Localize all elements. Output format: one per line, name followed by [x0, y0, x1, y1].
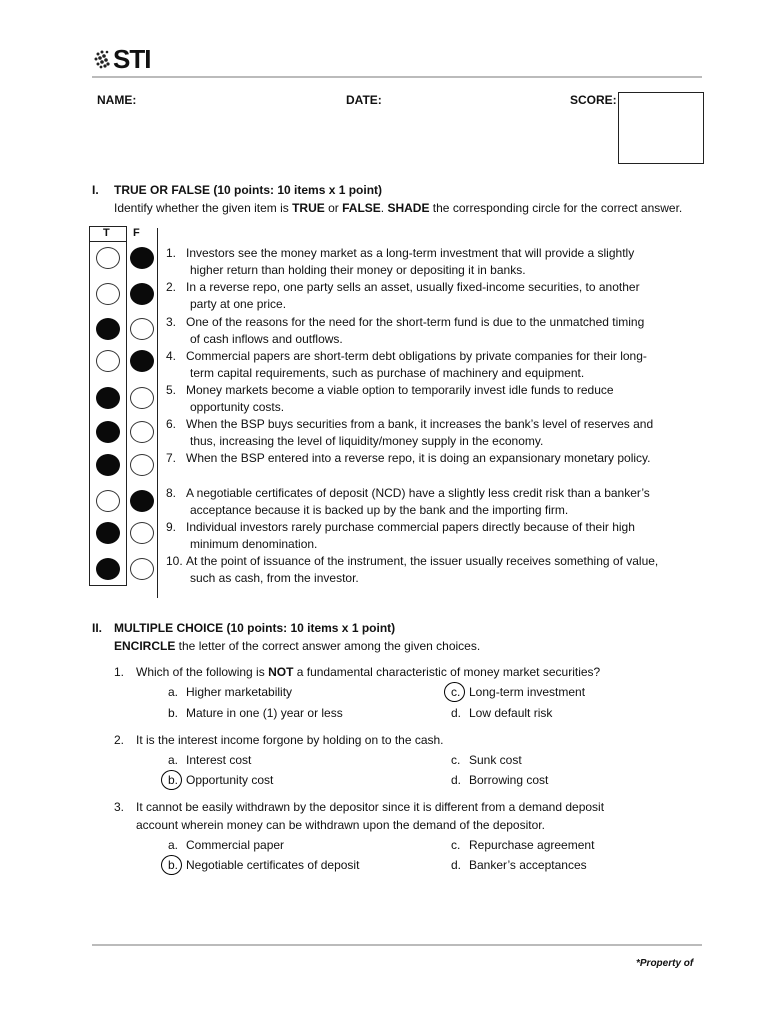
tf-item-text-cont: higher return than holding their money or depositing it in banks.: [190, 263, 526, 277]
name-label: NAME:: [97, 93, 137, 107]
tf-item-text: Investors see the money market as a long-term investment that will provide a slightly: [186, 246, 635, 260]
section1-number: I.: [92, 183, 99, 197]
tf-item-text-cont: term capital requirements, such as purchase of machinery and equipment.: [190, 366, 585, 380]
mc-option-letter: d.: [451, 706, 462, 720]
brand-logo-text: STI: [113, 44, 151, 74]
tf-item-5: [166, 382, 686, 416]
false-circle-6[interactable]: [130, 421, 154, 443]
mc-question-3: [114, 798, 674, 834]
mc-option-letter: c.: [451, 685, 461, 699]
mc-option-letter: b.: [168, 773, 179, 787]
true-circle-6[interactable]: [96, 421, 120, 443]
tf-item-text: Commercial papers are short-term debt obligations by private companies for their long-: [186, 349, 647, 363]
tf-item-4: [166, 348, 686, 382]
mc-option-1-b[interactable]: [168, 706, 343, 720]
mc-question-text: It cannot be easily withdrawn by the depositor since it is different from a demand deposit: [136, 800, 605, 814]
mc-option-3-a[interactable]: [168, 838, 284, 852]
mc-question-text-post: a fundamental characteristic of money market securities?: [293, 665, 601, 679]
mc-option-2-b[interactable]: [168, 773, 273, 787]
mc-option-text: Sunk cost: [469, 753, 522, 767]
false-circle-10[interactable]: [130, 558, 154, 580]
mc-option-1-c[interactable]: [451, 685, 585, 699]
tf-item-text-cont: minimum denomination.: [190, 537, 318, 551]
mc-option-text: Opportunity cost: [186, 773, 274, 787]
mc-question-text: It is the interest income forgone by holding on to the cash.: [136, 733, 444, 747]
mc-option-letter: b.: [168, 706, 179, 720]
mc-option-2-d[interactable]: [451, 773, 548, 787]
mc-question-1: [114, 663, 674, 681]
false-column-header: F: [133, 227, 140, 239]
tf-item-1: [166, 245, 686, 279]
mc-option-text: Repurchase agreement: [469, 838, 595, 852]
mc-option-text: Higher marketability: [186, 685, 293, 699]
mc-option-letter: a.: [168, 753, 179, 767]
tf-item-9: [166, 519, 686, 553]
true-circle-2[interactable]: [96, 283, 120, 305]
true-circle-3[interactable]: [96, 318, 120, 340]
mc-option-3-b[interactable]: [168, 858, 359, 872]
tf-item-number: 1.: [166, 246, 177, 260]
true-circle-4[interactable]: [96, 350, 120, 372]
mc-option-letter: d.: [451, 773, 462, 787]
tf-item-8: [166, 485, 686, 519]
true-circle-7[interactable]: [96, 454, 120, 476]
tf-item-text: When the BSP buys securities from a bank, it increases the bank’s level of reserves and: [186, 417, 654, 431]
mc-option-text: Low default risk: [469, 706, 553, 720]
answer-circle-mark: [444, 682, 465, 702]
mc-question-text-cont: account wherein money can be withdrawn upon the demand of the depositor.: [136, 818, 545, 832]
tf-item-text-cont: of cash inflows and outflows.: [190, 332, 343, 346]
tf-item-text-cont: thus, increasing the level of liquidity/money supply in the economy.: [190, 434, 544, 448]
mc-question-number: 3.: [114, 800, 125, 814]
mc-option-3-d[interactable]: [451, 858, 587, 872]
tf-item-text-cont: party at one price.: [190, 297, 287, 311]
mc-question-text: Which of the following is: [136, 665, 269, 679]
tf-item-number: 4.: [166, 349, 177, 363]
answer-circle-mark: [161, 855, 182, 875]
mc-option-text: Mature in one (1) year or less: [186, 706, 343, 720]
false-circle-2[interactable]: [130, 283, 154, 305]
tf-item-number: 8.: [166, 486, 177, 500]
tf-item-text: In a reverse repo, one party sells an asset, usually fixed-income securities, to another: [186, 280, 640, 294]
false-circle-1[interactable]: [130, 247, 154, 269]
mc-option-text: Interest cost: [186, 753, 252, 767]
mc-option-text: Long-term investment: [469, 685, 586, 699]
tf-item-number: 7.: [166, 451, 177, 465]
tf-item-text: One of the reasons for the need for the short-term fund is due to the unmatched timing: [186, 315, 645, 329]
tf-item-number: 10.: [166, 554, 183, 568]
mc-option-text: Negotiable certificates of deposit: [186, 858, 360, 872]
section2-number: II.: [92, 621, 103, 635]
tf-item-number: 5.: [166, 383, 177, 397]
tf-divider: [157, 228, 158, 598]
false-circle-7[interactable]: [130, 454, 154, 476]
tf-item-text: At the point of issuance of the instrument, the issuer usually receives something of value,: [186, 554, 659, 568]
score-box[interactable]: [618, 92, 704, 164]
header-divider: [92, 76, 702, 78]
tf-item-number: 2.: [166, 280, 177, 294]
mc-question-2: [114, 731, 674, 749]
mc-question-number: 1.: [114, 665, 125, 679]
score-label: SCORE:: [570, 93, 617, 107]
answer-circle-mark: [161, 770, 182, 790]
true-circle-9[interactable]: [96, 522, 120, 544]
tf-item-number: 9.: [166, 520, 177, 534]
mc-question-emphasis: NOT: [268, 665, 294, 679]
tf-item-10: [166, 553, 686, 587]
tf-item-text: When the BSP entered into a reverse repo, it is doing an expansionary monetary policy.: [186, 451, 651, 465]
footer-property-text: *Property of: [636, 958, 694, 969]
true-column-header: T: [103, 227, 110, 239]
tf-item-text: Individual investors rarely purchase commercial papers directly because of their high: [186, 520, 635, 534]
mc-option-2-c[interactable]: [451, 753, 522, 767]
footer-divider: [92, 944, 702, 946]
false-circle-4[interactable]: [130, 350, 154, 372]
tf-item-text-cont: such as cash, from the investor.: [190, 571, 359, 585]
section2-instruction: ENCIRCLE the letter of the correct answer among the given choices.: [114, 639, 481, 653]
tf-item-text-cont: acceptance because it is backed up by the bank and the importing firm.: [190, 503, 569, 517]
tf-item-2: [166, 279, 686, 313]
tf-item-text-cont: opportunity costs.: [190, 400, 285, 414]
tf-item-3: [166, 314, 686, 348]
mc-option-2-a[interactable]: [168, 753, 251, 767]
mc-option-3-c[interactable]: [451, 838, 594, 852]
tf-item-number: 3.: [166, 315, 177, 329]
tf-item-text: Money markets become a viable option to temporarily invest idle funds to reduce: [186, 383, 614, 397]
mc-option-letter: a.: [168, 685, 179, 699]
false-circle-9[interactable]: [130, 522, 154, 544]
mc-option-text: Borrowing cost: [469, 773, 549, 787]
true-circle-10[interactable]: [96, 558, 120, 580]
true-circle-5[interactable]: [96, 387, 120, 409]
mc-option-letter: c.: [451, 838, 461, 852]
false-circle-5[interactable]: [130, 387, 154, 409]
false-circle-3[interactable]: [130, 318, 154, 340]
section1-instruction: Identify whether the given item is TRUE or FALSE. SHADE the corresponding circle for the correct answer.: [114, 201, 683, 215]
date-label: DATE:: [346, 93, 382, 107]
mc-option-letter: a.: [168, 838, 179, 852]
mc-option-letter: d.: [451, 858, 462, 872]
mc-question-number: 2.: [114, 733, 125, 747]
mc-option-text: Banker’s acceptances: [469, 858, 587, 872]
tf-item-text: A negotiable certificates of deposit (NCD) have a slightly less credit risk than a banker’s: [186, 486, 650, 500]
true-circle-8[interactable]: [96, 490, 120, 512]
section2-title: MULTIPLE CHOICE (10 points: 10 items x 1 point): [114, 621, 396, 635]
tf-item-6: [166, 416, 686, 450]
section1-title: TRUE OR FALSE (10 points: 10 items x 1 point): [114, 183, 383, 197]
mc-option-1-d[interactable]: [451, 706, 552, 720]
mc-option-letter: c.: [451, 753, 461, 767]
tf-item-number: 6.: [166, 417, 177, 431]
mc-option-1-a[interactable]: [168, 685, 292, 699]
false-circle-8[interactable]: [130, 490, 154, 512]
mc-option-text: Commercial paper: [186, 838, 285, 852]
mc-option-letter: b.: [168, 858, 179, 872]
true-circle-1[interactable]: [96, 247, 120, 269]
tf-item-7: [166, 450, 686, 467]
